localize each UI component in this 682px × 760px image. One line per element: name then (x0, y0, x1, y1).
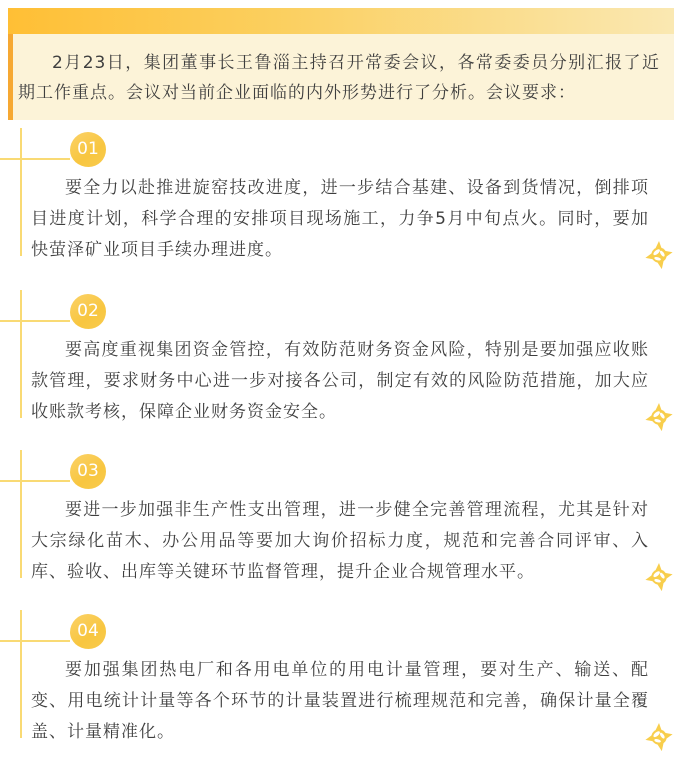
section-number-badge: 01 (70, 132, 106, 167)
section-02 (8, 290, 674, 448)
horizontal-decor-line (0, 640, 70, 642)
intro-paragraph: 2月23日，集团董事长王鲁淄主持召开常委会议，各常委委员分别汇报了近期工作重点。会议对当前企业面临的内外形势进行了分析。会议要求： (18, 53, 660, 103)
sparkle-icon (644, 402, 674, 432)
horizontal-decor-line (0, 480, 70, 482)
vertical-decor-line (20, 290, 22, 418)
header-gradient-band (8, 8, 674, 34)
intro-block (8, 34, 674, 120)
section-number-badge: 03 (70, 454, 106, 489)
section-03 (8, 450, 674, 608)
section-number-badge: 04 (70, 614, 106, 649)
vertical-decor-line (20, 128, 22, 256)
section-number-badge: 02 (70, 294, 106, 329)
vertical-decor-line (20, 450, 22, 578)
horizontal-decor-line (0, 320, 70, 322)
sparkle-icon (644, 562, 674, 592)
section-04 (8, 610, 674, 760)
section-paragraph: 要进一步加强非生产性支出管理，进一步健全完善管理流程，尤其是针对大宗绿化苗木、办公用品等要加大询价招标力度，规范和完善合同评审、入库、验收、出库等关键环节监督管理，提升企业合规管理水平。 (31, 500, 649, 582)
section-paragraph: 要加强集团热电厂和各用电单位的用电计量管理，要对生产、输送、配变、用电统计计量等各个环节的计量装置进行梳理规范和完善，确保计量全覆盖、计量精准化。 (31, 660, 649, 742)
sparkle-icon (644, 722, 674, 752)
section-01 (8, 128, 674, 286)
section-paragraph: 要高度重视集团资金管控，有效防范财务资金风险，特别是要加强应收账款管理，要求财务中心进一步对接各公司，制定有效的风险防范措施，加大应收账款考核，保障企业财务资金安全。 (31, 340, 649, 422)
vertical-decor-line (20, 610, 22, 738)
horizontal-decor-line (0, 158, 70, 160)
sparkle-icon (644, 240, 674, 270)
section-paragraph: 要全力以赴推进旋窑技改进度，进一步结合基建、设备到货情况，倒排项目进度计划，科学合理的安排项目现场施工，力争5月中旬点火。同时，要加快萤泽矿业项目手续办理进度。 (31, 178, 649, 260)
